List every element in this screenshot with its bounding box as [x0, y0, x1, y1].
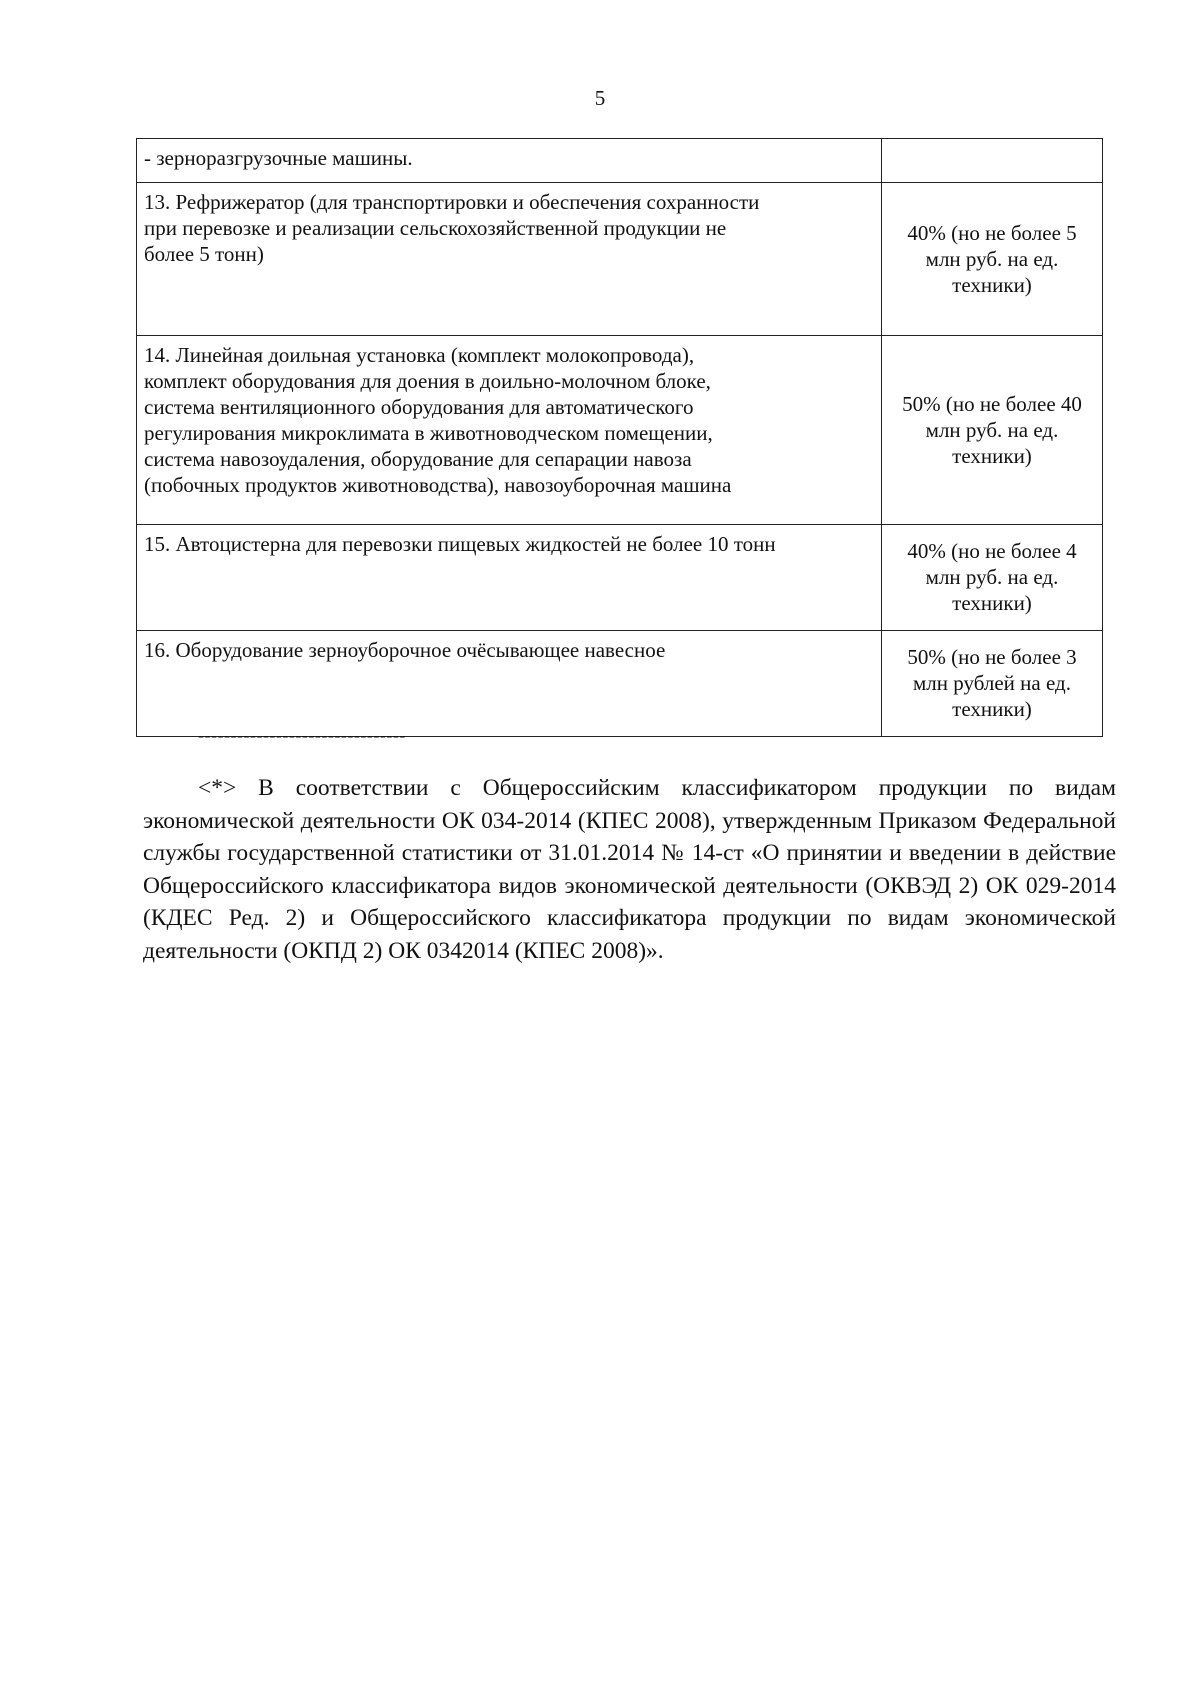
table-row	[137, 336, 1103, 525]
page-number: 5	[594, 86, 606, 110]
value-text: 50% (но не более 3 млн рублей на ед. техники)	[907, 645, 1077, 721]
item-cell	[137, 139, 882, 183]
value-cell	[882, 525, 1103, 631]
item-text: 14. Линейная доильная установка (комплект молокопровода), комплект оборудования для доения в доильно-молочном блоке, система вентиляционного оборудования для автоматического регулирования микроклимата в животноводческом помещении, система навозоудаления, оборудование для сепарации навоза (побочных продуктов животноводства), навозоуборочная машина	[144, 343, 732, 497]
footnote-text: <*> В соответствии с Общероссийским классификатором продукции по видам экономической деятельности ОК 034-2014 (КПЕС 2008), утвержденным Приказом Федеральной службы государственной статистики от 31.01.2014 № 14-ст «О принятии и введении в действие Общероссийского классификатора видов экономической деятельности (ОКВЭД 2) ОК 029-2014 (КДЕС Ред. 2) и Общероссийского классификатора продукции по видам экономической деятельности (ОКПД 2) ОК 0342014 (КПЕС 2008)».	[143, 775, 1116, 964]
table-row	[137, 525, 1103, 631]
value-text: 50% (но не более 40 млн руб. на ед. техники)	[902, 391, 1082, 468]
item-cell	[137, 525, 882, 631]
item-text: 15. Автоцистерна для перевозки пищевых жидкостей не более 10 тонн	[144, 532, 776, 556]
table-row	[137, 631, 1103, 737]
item-cell	[137, 336, 882, 525]
value-cell	[882, 336, 1103, 525]
value-text: 40% (но не более 4 млн руб. на ед. техники)	[907, 539, 1077, 615]
item-cell	[137, 631, 882, 737]
item-text: 13. Рефрижератор (для транспортировки и обеспечения сохранности при перевозке и реализации сельскохозяйственной продукции не более 5 тонн)	[144, 190, 760, 266]
table-row	[137, 139, 1103, 183]
subsidy-table	[136, 138, 1103, 737]
item-text: - зерноразгрузочные машины.	[144, 146, 413, 170]
value-cell	[882, 139, 1103, 183]
table-row	[137, 183, 1103, 336]
value-cell	[882, 183, 1103, 336]
value-cell	[882, 631, 1103, 737]
value-text: 40% (но не более 5 млн руб. на ед. техники)	[907, 220, 1077, 297]
item-cell	[137, 183, 882, 336]
footnote-separator: --------------------------------	[198, 725, 406, 745]
item-text: 16. Оборудование зерноуборочное очёсывающее навесное	[144, 638, 666, 662]
